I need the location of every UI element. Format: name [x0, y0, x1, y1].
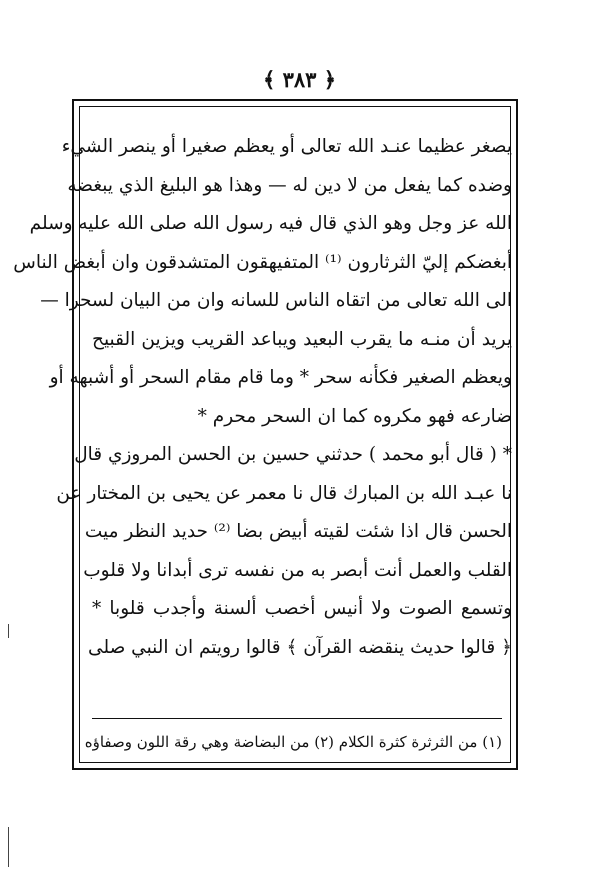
text-line: يريد أن منـه ما يقرب البعيد ويباعد القريب ويزين القبيح: [92, 328, 512, 350]
text-line: ﴿ قالوا حديث ينقضه القرآن ﴾ قالوا رويتم ان النبي صلى: [88, 636, 512, 658]
text-line: وضده كما يفعل من لا دين له — وهذا هو البليغ الذي يبغضه: [67, 174, 512, 196]
text-line: * ( قال أبو محمد ) حدثني حسين بن الحسن المروزي قال: [74, 444, 512, 465]
page-number: ﴿ ٣٨٣ ﴾: [262, 67, 337, 92]
scan-edge-mark: [8, 624, 9, 638]
text-line: ضارعه فهو مكروه كما ان السحر محرم *: [197, 405, 512, 427]
footnote-separator: [92, 718, 502, 719]
text-line: الله عز وجل وهو الذي قال فيه رسول الله صلى الله عليه وسلم: [29, 213, 512, 234]
text-line: الحسن قال اذا شئت لقيته أبيض بضا ⁽²⁾ حديد النظر ميت: [84, 521, 512, 542]
text-line: أبغضكم إليّ الثرثارون ⁽¹⁾ المتفيهقون المتشدقون وان أبغض الناس: [13, 251, 512, 273]
text-line: يصغر عظيما عنـد الله تعالى أو يعظم صغيرا أو ينصر الشيء: [61, 136, 512, 157]
text-line: وتسمع الصوت ولا أنيس أخصب ألسنة وأجدب قلوبا *: [92, 598, 512, 619]
scan-edge-mark: [8, 827, 9, 867]
text-line: الى الله تعالى من اتقاه الناس للسانه وان من البيان لسحرا —: [40, 290, 512, 311]
footnote: (١) من الثرثرة كثرة الكلام (٢) من البضاضة وهي رقة اللون وصفاؤه: [84, 733, 502, 751]
body-text: [13, 128, 512, 667]
text-line: ويعظم الصغير فكأنه سحر * وما قام مقام السحر أو أشبهه أو: [49, 367, 512, 388]
text-line: نا عبـد الله بن المبارك قال نا معمر عن يحيى بن المختار عن: [56, 482, 512, 504]
text-line: القلب والعمل أنت أبصر به من نفسه ترى أبدانا ولا قلوب: [83, 559, 512, 581]
